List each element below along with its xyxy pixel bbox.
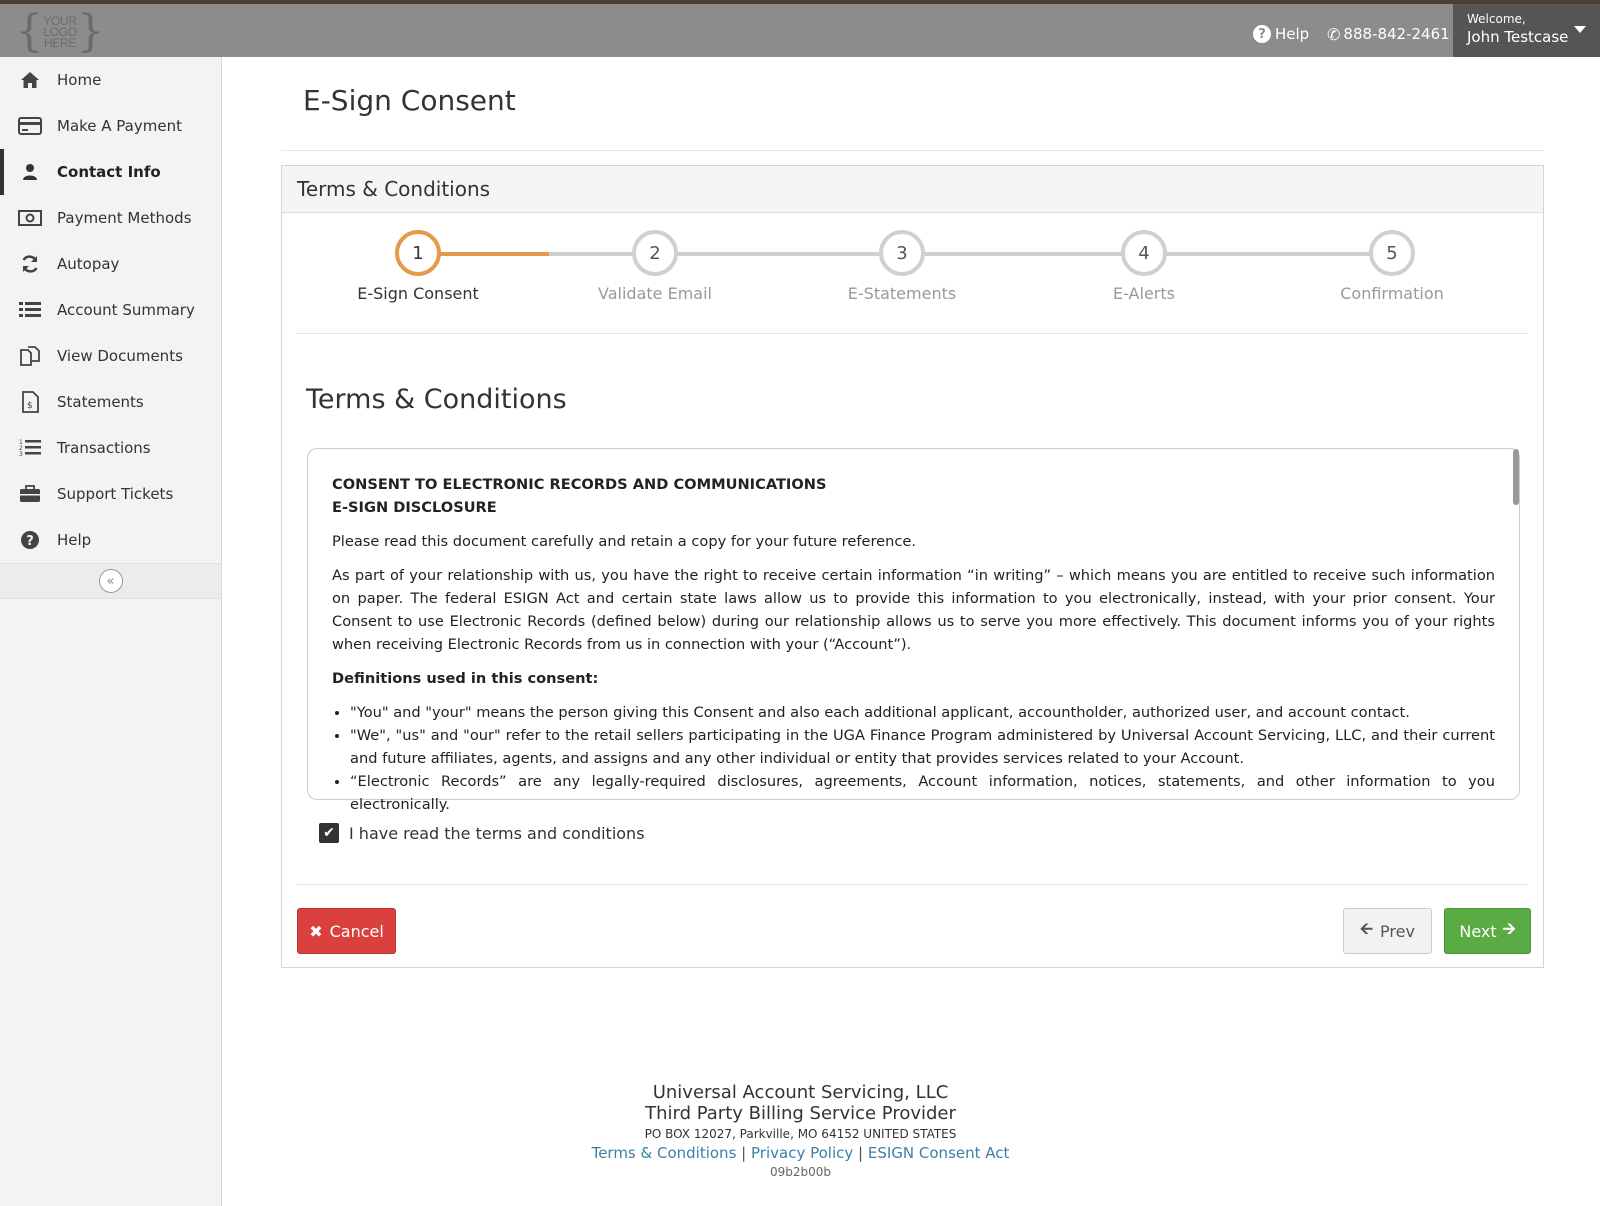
step-esign-consent[interactable] [338,230,498,303]
header-bar [0,4,1600,57]
list-item: • "We", "us" and "our" refer to the retail sellers participating in the UGA Finance Program administered by Universal Account Servicing, LLC, and their current and future affiliates, agents, and assigns and any other individual or entity that provides services related to your Account. [350,724,1495,770]
money-icon [18,208,42,228]
step-circle[interactable]: 5 [1369,230,1415,276]
step-circle[interactable]: 4 [1121,230,1167,276]
user-menu[interactable] [1453,4,1600,57]
sidebar-item-help[interactable]: ? Help [0,517,221,563]
footer-link-terms[interactable]: Terms & Conditions [591,1144,737,1162]
step-circle[interactable]: 2 [632,230,678,276]
footer [222,1082,1379,1181]
documents-icon [18,346,42,366]
terms-heading: CONSENT TO ELECTRONIC RECORDS AND COMMUNICATIONS [332,476,827,493]
step-confirmation[interactable] [1312,230,1472,303]
list-ol-icon [18,438,42,458]
footer-address: PO BOX 12027, Parkville, MO 64152 UNITED STATES [644,1127,957,1141]
sidebar-item-make-a-payment[interactable]: Make A Payment [0,103,221,149]
sidebar-item-autopay[interactable]: Autopay [0,241,221,287]
briefcase-icon [18,484,42,504]
step-label: E-Statements [847,284,957,303]
credit-card-icon [18,116,42,136]
definitions-list [332,701,1495,816]
step-label: E-Sign Consent [357,284,479,303]
buttons-divider [297,884,1528,885]
footer-link-esign[interactable]: ESIGN Consent Act [867,1144,1010,1162]
footer-tagline: Third Party Billing Service Provider [645,1103,956,1124]
title-divider [281,150,1544,151]
header-help-link[interactable]: ? Help [1253,22,1309,46]
step-e-statements[interactable] [822,230,982,303]
sidebar-item-contact-info[interactable]: Contact Info [0,149,221,195]
phone-icon: ✆ [1327,24,1341,44]
terms-subheading: E-SIGN DISCLOSURE [332,499,497,516]
prev-button[interactable]: 🡨 Prev [1343,908,1432,954]
step-label: Confirmation [1340,284,1444,303]
step-circle[interactable]: 3 [879,230,925,276]
svg-text:1: 1 [19,439,23,446]
user-icon [18,162,42,182]
collapse-sidebar-icon[interactable]: « [99,569,123,593]
scrollbar-thumb[interactable] [1513,449,1519,505]
arrow-right-icon: 🡪 [1502,918,1516,938]
page-title: E-Sign Consent [303,84,516,117]
list-item: • "You" and "your" means the person giving this Consent and also each additional applicant, accountholder, authorized user, and account contact. [350,701,1495,724]
panel-title: Terms & Conditions [282,166,1543,213]
cancel-button[interactable]: ✖ Cancel [297,908,396,954]
svg-text:$: $ [27,401,33,411]
footer-links: Terms & Conditions | Privacy Policy | ESIGN Consent Act [591,1144,1010,1162]
step-label: E-Alerts [1113,284,1175,303]
agree-checkbox[interactable]: ✔ [319,823,339,843]
list-item: • “Electronic Records” are any legally-required disclosures, agreements, Account information, notices, statements, and other information to you electronically. [350,770,1495,816]
arrow-left-icon: 🡨 [1360,918,1374,938]
definitions-heading: Definitions used in this consent: [332,670,599,687]
refresh-icon [18,254,42,274]
terms-paragraph: Please read this document carefully and retain a copy for your future reference. [332,533,917,550]
svg-text:3: 3 [19,451,23,458]
step-label: Validate Email [598,284,712,303]
sidebar-item-home[interactable]: Home [0,57,221,103]
footer-company: Universal Account Servicing, LLC [652,1082,949,1103]
sidebar-item-statements[interactable]: $ Statements [0,379,221,425]
question-circle-icon [18,530,42,550]
sidebar-item-account-summary[interactable]: Account Summary [0,287,221,333]
sidebar-item-payment-methods[interactable]: Payment Methods [0,195,221,241]
logo[interactable]: { YOUR LOGO HERE } [15,6,105,57]
sidebar-item-support-tickets[interactable]: Support Tickets [0,471,221,517]
header-phone[interactable]: ✆ 888-842-2461 [1327,24,1450,44]
sidebar-item-view-documents[interactable]: View Documents [0,333,221,379]
footer-link-privacy[interactable]: Privacy Policy [751,1144,854,1162]
user-name: John Testcase [1467,28,1569,46]
svg-text:2: 2 [19,445,23,452]
footer-build-id: 09b2b00b [769,1165,832,1179]
close-icon: ✖ [309,921,323,941]
step-circle[interactable]: 1 [395,230,441,276]
terms-scroll-box[interactable] [307,448,1520,813]
statement-icon [18,392,42,412]
svg-text:?: ? [26,534,34,549]
sidebar-item-transactions[interactable]: 1 2 3 Transactions [19,439,151,458]
sidebar [0,57,222,1206]
list-icon [18,300,42,320]
agree-row[interactable] [319,823,645,843]
next-button[interactable]: Next 🡪 [1444,908,1531,954]
home-icon [18,70,42,90]
step-validate-email[interactable] [575,230,735,303]
wizard-panel [281,165,1544,968]
section-title: Terms & Conditions [306,384,567,415]
terms-paragraph: As part of your relationship with us, you have the right to receive certain information “in writing” – which means you are entitled to receive such information on paper. The federal ESIGN Act and certain state laws allow us to provide this information to you electronically, instead, with your prior consent. Your Consent to use Electronic Records (defined below) during our relationship allows us to serve you more effectively. This document informs you of your rights when receiving Electronic Records from us in connection with your (“Account”). [332,567,1495,653]
agree-label: I have read the terms and conditions [349,823,645,843]
stepper [297,214,1528,334]
sidebar-collapse-row [0,563,221,599]
caret-down-icon [1574,26,1586,33]
question-circle-icon: ? [1253,25,1271,43]
welcome-label: Welcome, [1467,12,1526,26]
step-e-alerts[interactable] [1064,230,1224,303]
